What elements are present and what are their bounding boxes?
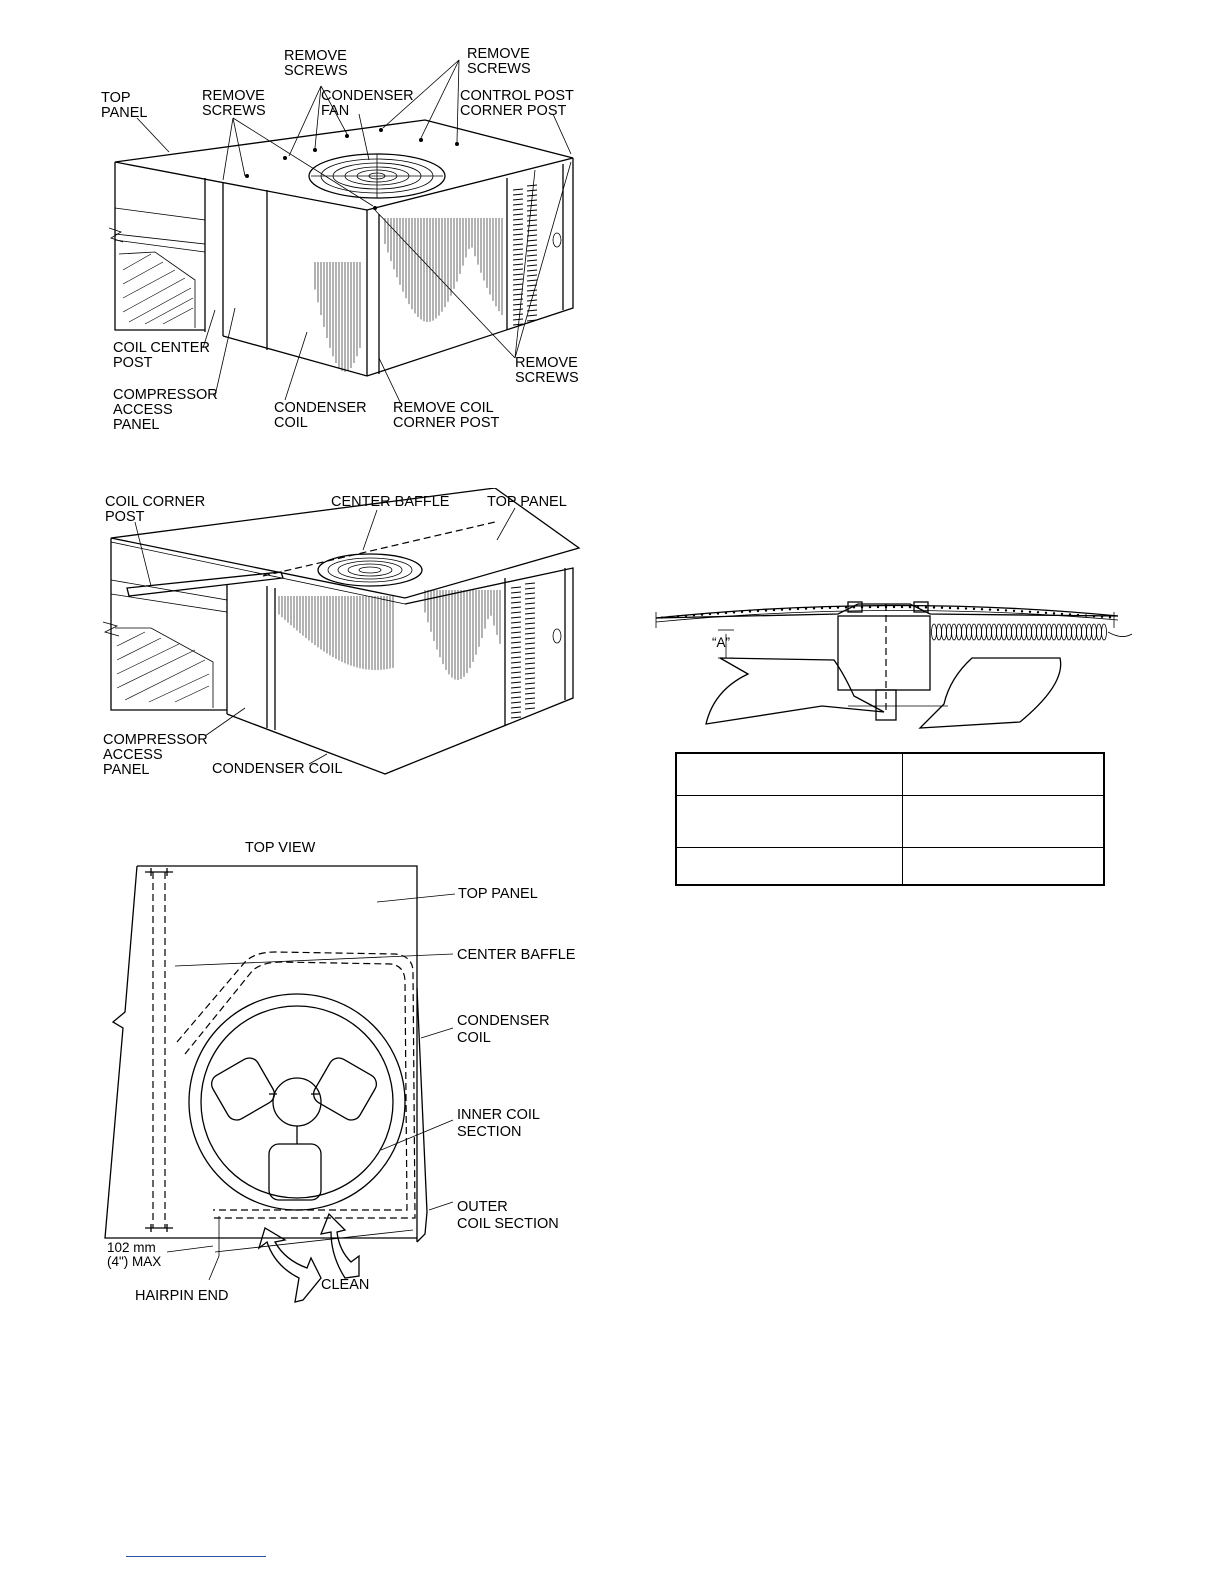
label-max-gap-2: (4") MAX: [107, 1254, 162, 1269]
svg-text:REMOVE COILCORNER POST: [393, 400, 499, 431]
svg-text:TOPPANEL: [101, 90, 147, 121]
control-louvers: [511, 583, 535, 718]
label-condenser-coil-2: COIL: [457, 1030, 491, 1046]
table-cell: [903, 795, 1105, 847]
top-view-outline: [105, 866, 427, 1302]
label-control-post: CONTROL POST: [460, 88, 574, 104]
label-corner-post: CORNER POST: [460, 103, 567, 119]
svg-text:102 mm(4") MAX: [107, 1240, 161, 1269]
label-compressor-access-3: PANEL: [113, 417, 160, 433]
label-remove-screws-right-2: SCREWS: [467, 61, 531, 77]
svg-text:COIL CORNERPOST: [105, 494, 205, 525]
left-hatch: [117, 632, 209, 702]
label-condenser-fan-1: CONDENSER: [321, 88, 414, 104]
label-center-baffle: CENTER BAFFLE: [457, 947, 576, 963]
footer-rule: [126, 1556, 266, 1557]
label-remove-screws-right-1: REMOVE: [467, 46, 530, 62]
figure-top-view: [95, 832, 595, 1312]
label-top-view: TOP VIEW: [245, 840, 316, 856]
svg-text:COMPRESSORACCESSPANEL: [103, 732, 208, 778]
svg-text:REMOVESCREWS: [202, 88, 266, 119]
svg-text:REMOVESCREWS: [284, 48, 348, 79]
svg-text:COMPRESSORACCESSPANEL: [113, 387, 218, 433]
svg-text:CONDENSERCOIL: [274, 400, 367, 431]
svg-text:COIL CENTERPOST: [113, 340, 210, 371]
label-remove-coil-corner-1: REMOVE COIL: [393, 400, 494, 416]
svg-text:CONDENSERCOIL: [457, 1013, 550, 1046]
label-compressor-access-1: COMPRESSOR: [103, 732, 208, 748]
label-coil-center-post-2: POST: [113, 355, 153, 371]
label-condenser-coil: CONDENSER COIL: [212, 761, 343, 777]
label-coil-corner-post-1: COIL CORNER: [105, 494, 206, 510]
label-remove-screws-bottom-1: REMOVE: [515, 355, 578, 371]
label-remove-screws-bottom-2: SCREWS: [515, 370, 579, 386]
label-compressor-access-2: ACCESS: [113, 402, 173, 418]
label-compressor-access-1: COMPRESSOR: [113, 387, 218, 403]
label-max-gap-1: 102 mm: [107, 1240, 156, 1255]
label-top-panel: TOP PANEL: [458, 886, 538, 902]
table-cell: [903, 847, 1105, 885]
label-condenser-fan-2: FAN: [321, 103, 350, 119]
label-remove-screws-left-1: REMOVE: [202, 88, 265, 104]
label-inner-coil-1: INNER COIL: [457, 1107, 540, 1123]
table-row: [676, 847, 1104, 885]
label-compressor-access-2: ACCESS: [103, 747, 163, 763]
label-compressor-access-3: PANEL: [103, 762, 150, 778]
label-condenser-coil-1: CONDENSER: [274, 400, 367, 416]
figure-remove-top-panel: [95, 40, 595, 440]
svg-text:CONDENSERFAN: [321, 88, 414, 119]
label-remove-screws-center-1: REMOVE: [284, 48, 347, 64]
label-outer-coil-1: OUTER: [457, 1199, 508, 1215]
coil-shading: [279, 590, 500, 680]
table-cell: [903, 753, 1105, 795]
table-cell: [676, 753, 903, 795]
label-top-panel-1: TOP: [101, 90, 131, 106]
control-louvers: [513, 185, 537, 325]
svg-text:OUTERCOIL SECTION: [457, 1199, 559, 1232]
label-clean: CLEAN: [321, 1277, 370, 1293]
condenser-fan-grille: [318, 554, 422, 586]
figure-fan-position: [648, 594, 1138, 744]
label-top-panel-2: PANEL: [101, 105, 148, 121]
label-remove-screws-center-2: SCREWS: [284, 63, 348, 79]
condenser-fan-grille: [309, 154, 445, 198]
table-cell: [676, 795, 903, 847]
label-dimension-a: “A”: [712, 635, 730, 650]
table-row: [676, 795, 1104, 847]
label-center-baffle: CENTER BAFFLE: [331, 494, 450, 510]
unit-outline: [109, 120, 573, 376]
label-hairpin-end: HAIRPIN END: [135, 1288, 229, 1304]
coil-shading: [315, 218, 502, 372]
table-row: [676, 753, 1104, 795]
label-remove-screws-left-2: SCREWS: [202, 103, 266, 119]
svg-text:REMOVESCREWS: [467, 46, 531, 77]
left-hatch: [123, 254, 193, 324]
label-outer-coil-2: COIL SECTION: [457, 1216, 559, 1232]
label-inner-coil-2: SECTION: [457, 1124, 522, 1140]
label-coil-corner-post-2: POST: [105, 509, 145, 525]
label-coil-center-post-1: COIL CENTER: [113, 340, 210, 356]
label-remove-coil-corner-2: CORNER POST: [393, 415, 500, 431]
label-top-panel: TOP PANEL: [487, 494, 567, 510]
leader-lines: [167, 894, 455, 1280]
label-condenser-coil-1: CONDENSER: [457, 1013, 550, 1029]
fan-position-table: [675, 752, 1105, 886]
fan-assembly: [656, 602, 1132, 728]
figure-lift-top-panel: [95, 488, 595, 788]
svg-text:REMOVESCREWS: [515, 355, 579, 386]
table-cell: [676, 847, 903, 885]
label-condenser-coil-2: COIL: [274, 415, 308, 431]
svg-text:INNER COILSECTION: [457, 1107, 540, 1140]
